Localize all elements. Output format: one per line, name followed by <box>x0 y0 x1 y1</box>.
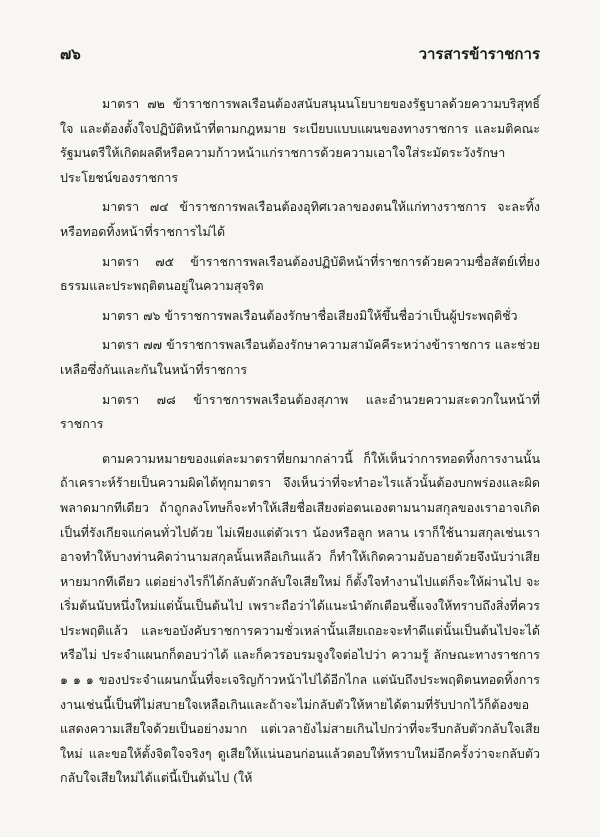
section-74: มาตรา ๗๔ ข้าราชการพลเรือนต้องอุทิศเวลาของตนให้แก่ทางราชการ จะละทิ้งหรือทอดทิ้งหน้าที่ราชการไม่ได้ <box>60 199 540 239</box>
section-77: มาตรา ๗๗ ข้าราชการพลเรือนต้องรักษาความสามัคคีระหว่างข้าราชการ และช่วยเหลือซึ่งกันและกันในหน้าที่ราชการ <box>60 337 540 377</box>
section-76: มาตรา ๗๖ ข้าราชการพลเรือนต้องรักษาชื่อเสียงมิให้ขึ้นชื่อว่าเป็นผู้ประพฤติชั่ว <box>102 307 518 323</box>
body-paragraph: ตามความหมายของแต่ละมาตราที่ยกมากล่าวนี้ ก็ให้เห็นว่าการทอดทิ้งการงานนั้นถ้าเคราะห์ร้ายเป็นความผิดได้ทุกมาตรา จึงเห็นว่าที่จะทำอะไรแล้วนั้นต้องบกพร่องและผิดพลาดมากทีเดียว ถ้าถูกลงโทษก็จะทำให้เสียชื่อเสียงต่อตนเองตามนามสกุลของเราอาจเกิดเป็นที่รังเกียจแก่คนทั่วไปด้วย ไม่เพียงแต่ตัวเรา น้องหรือลูก หลาน เราก็ใช้นามสกุลเช่นเราอาจทำให้บางท่านคิดว่านามสกุลนั้นเหลือเกินแล้ว ก็ทำให้เกิดความอับอายด้วยจึงนับว่าเสียหายมากทีเดียว แต่อย่างไรก็ได้กลับตัวกลับใจเสียใหม่ ก็ตั้งใจทำงานไปแต่ก็จะให้ผ่านไป จะเริ่มต้นนับหนึ่งใหม่แต่นั้นเป็นต้นไป เพราะถือว่าได้แนะนำตักเตือนชี้แจงให้ทราบถึงสิ่งที่ควรประพฤติแล้ว และขอบังคับราชการความชั่วเหล่านั้นเสียเถอะจะทำดีแต่นั้นเป็นต้นไปจะได้หรือไม่ ประจำแผนกก็ตอบว่าได้ และก็ควรอบรมจูงใจต่อไปว่า ความรู้ ลักษณะทางราชการ ๑ ๑ ๑ ของประจำแผนกนั้นที่จะเจริญก้าวหน้าไปได้อีกไกล แต่นับถึงประพฤติตนทอดทิ้งการงานเช่นนี้เป็นที่ไม่สบายใจเหลือเกินและถ้าจะไม่กลับตัวให้หายได้ตามที่รับปากไว้ก็ต้องขอแสดงความเสียใจด้วยเป็นอย่างมาก แต่เวลายังไม่สายเกินไปกว่าที่จะรีบกลับตัวกลับใจเสียใหม่ และขอให้ตั้งจิตใจจริงๆ ดูเสียให้แน่นอนก่อนแล้วตอบให้ทราบใหม่อีกครั้งว่าจะกลับตัวกลับใจเสียใหม่ได้แต่นี้เป็นต้นไป (ให้ <box>60 450 540 786</box>
section-75: มาตรา ๗๕ ข้าราชการพลเรือนต้องปฏิบัติหน้าที่ราชการด้วยความซื่อสัตย์เที่ยงธรรมและประพฤติตนอยู่ในความสุจริต <box>60 253 540 294</box>
page-number: ๗๖ <box>60 45 81 63</box>
page-text <box>60 92 540 796</box>
page-header <box>60 42 540 64</box>
section-78: มาตรา ๗๘ ข้าราชการพลเรือนต้องสุภาพ และอำนวยความสะดวกในหน้าที่ราชการ <box>60 391 540 432</box>
section-72: มาตรา ๗๒ ข้าราชการพลเรือนต้องสนับสนุนนโยบายของรัฐบาลด้วยความบริสุทธิ์ใจ และต้องตั้งใจปฏิบัติหน้าที่ตามกฎหมาย ระเบียบแบบแผนของทางราชการ และมติคณะรัฐมนตรีให้เกิดผลดีหรือความก้าวหน้าแก่ราชการด้วยความเอาใจใส่ระมัดระวังรักษาประโยชน์ของราชการ <box>60 96 540 185</box>
journal-title: วารสารข้าราชการ <box>418 45 540 63</box>
